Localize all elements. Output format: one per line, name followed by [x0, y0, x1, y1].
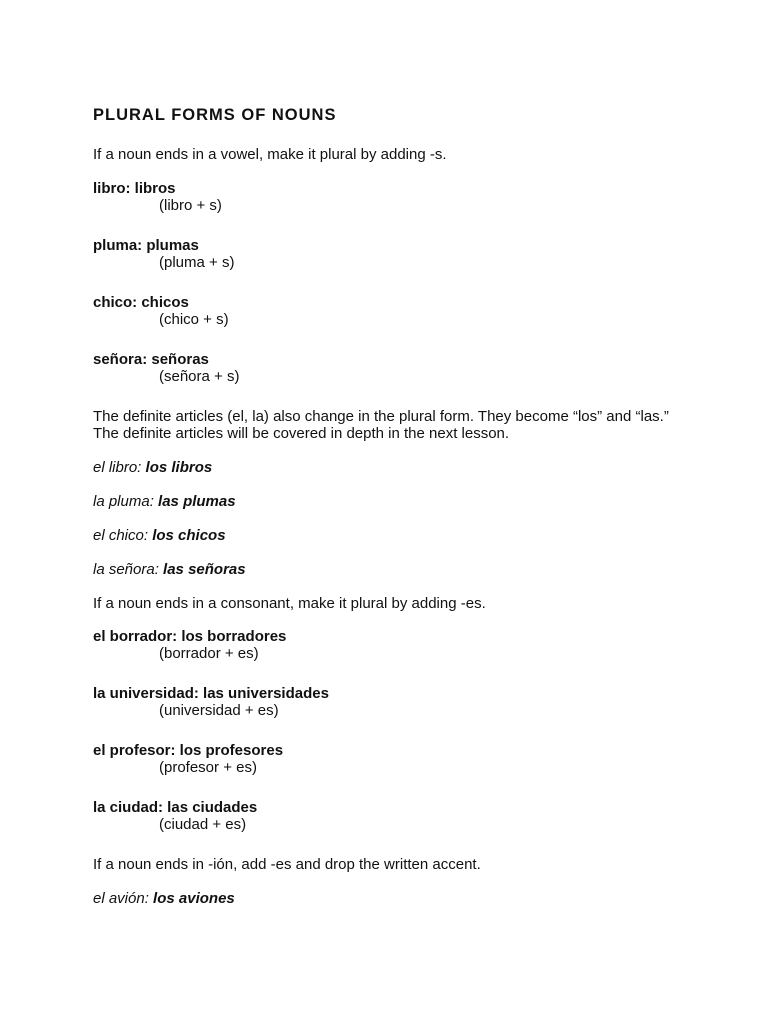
example-word: el borrador: los borradores — [93, 628, 287, 645]
article-plural: las señoras — [163, 561, 246, 578]
vowel-example-2 — [93, 237, 683, 271]
article-example-2 — [93, 493, 683, 510]
ion-plural: los aviones — [153, 890, 235, 907]
article-example-1 — [93, 459, 683, 476]
article-plural: los libros — [145, 459, 213, 476]
example-formula: (pluma + s) — [159, 254, 235, 271]
vowel-example-3 — [93, 294, 683, 328]
example-word: libro: libros — [93, 180, 176, 197]
page-title: PLURAL FORMS OF NOUNS — [93, 106, 337, 124]
consonant-example-2 — [93, 685, 683, 719]
vowel-example-4 — [93, 351, 683, 385]
consonant-example-4 — [93, 799, 683, 833]
article-singular: la pluma: — [93, 493, 154, 510]
consonant-example-1 — [93, 628, 683, 662]
vowel-example-1 — [93, 180, 683, 214]
article-plural: las plumas — [158, 493, 236, 510]
example-formula: (borrador + es) — [159, 645, 259, 662]
example-word: pluma: plumas — [93, 237, 199, 254]
ion-example — [93, 890, 683, 907]
example-formula: (señora + s) — [159, 368, 240, 385]
article-singular: la señora: — [93, 561, 159, 578]
rule-consonant: If a noun ends in a consonant, make it plural by adding -es. — [93, 595, 486, 612]
example-word: el profesor: los profesores — [93, 742, 284, 759]
article-example-3 — [93, 527, 683, 544]
example-word: la universidad: las universidades — [93, 685, 329, 702]
example-formula: (libro + s) — [159, 197, 222, 214]
articles-paragraph: The definite articles (el, la) also change in the plural form. They become “los” and “las.” The definite articles will be covered in depth in the next lesson. — [93, 408, 669, 442]
rule-vowel: If a noun ends in a vowel, make it plural by adding -s. — [93, 146, 447, 163]
example-word: señora: señoras — [93, 351, 209, 368]
rule-ion: If a noun ends in -ión, add -es and drop the written accent. — [93, 856, 481, 873]
article-example-4 — [93, 561, 683, 578]
example-formula: (ciudad + es) — [159, 816, 247, 833]
example-word: chico: chicos — [93, 294, 189, 311]
article-plural: los chicos — [152, 527, 226, 544]
article-singular: el chico: — [93, 527, 149, 544]
consonant-example-3 — [93, 742, 683, 776]
example-word: la ciudad: las ciudades — [93, 799, 258, 816]
article-singular: el libro: — [93, 459, 142, 476]
example-formula: (universidad + es) — [159, 702, 279, 719]
ion-singular: el avión: — [93, 890, 149, 907]
example-formula: (profesor + es) — [159, 759, 257, 776]
example-formula: (chico + s) — [159, 311, 229, 328]
